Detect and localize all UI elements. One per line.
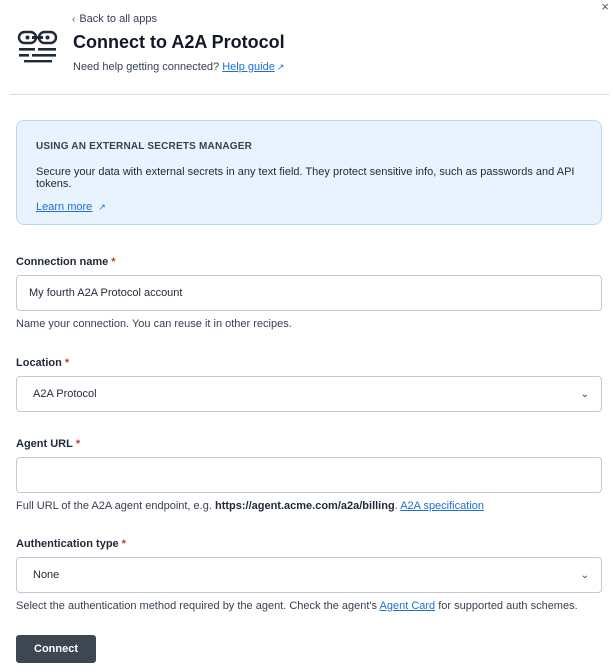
close-icon[interactable]: × <box>601 0 609 14</box>
info-title: USING AN EXTERNAL SECRETS MANAGER <box>36 141 253 152</box>
external-link-icon: ↗ <box>276 62 285 72</box>
connect-button[interactable]: Connect <box>16 635 96 663</box>
connection-name-hint: Name your connection. You can reuse it in other recipes. <box>16 318 292 330</box>
chevron-down-icon: ⌄ <box>580 569 589 581</box>
auth-type-field <box>16 538 602 612</box>
agent-url-input[interactable] <box>16 457 602 493</box>
agent-url-field <box>16 438 602 512</box>
help-text <box>73 61 284 73</box>
location-field <box>16 357 602 412</box>
secrets-info-box <box>16 120 602 225</box>
chevron-left-icon: ‹ <box>72 13 76 25</box>
help-guide-link[interactable]: Help guide <box>222 61 275 73</box>
connection-name-input[interactable]: My fourth A2A Protocol account <box>16 275 602 311</box>
required-marker: * <box>64 357 70 369</box>
back-link-label: Back to all apps <box>79 13 157 25</box>
connection-name-field <box>16 256 602 330</box>
learn-more-link[interactable]: Learn more <box>36 201 93 213</box>
auth-type-select[interactable]: None ⌄ <box>16 557 602 593</box>
chevron-down-icon: ⌄ <box>580 388 589 400</box>
info-text: Secure your data with external secrets in any text field. They protect sensitive info, such as passwords and API tokens. <box>36 166 575 190</box>
a2a-spec-link[interactable]: A2A specification <box>400 500 484 512</box>
agent-url-label: Agent URL * <box>16 438 81 450</box>
external-link-icon: ↗ <box>98 202 106 212</box>
agent-url-example: https://agent.acme.com/a2a/billing <box>214 500 395 512</box>
header-divider <box>10 94 609 95</box>
app-logo-icon <box>16 26 60 66</box>
connection-name-label: Connection name * <box>16 256 116 268</box>
page-header <box>16 12 606 82</box>
agent-url-hint: Full URL of the A2A agent endpoint, e.g. https://agent.acme.com/a2a/billing. A2A specification <box>16 500 484 512</box>
location-label: Location * <box>16 357 70 369</box>
help-prefix: Need help getting connected? <box>73 61 220 73</box>
page-title: Connect to A2A Protocol <box>73 32 285 52</box>
required-marker: * <box>75 438 81 450</box>
back-link[interactable] <box>72 13 157 25</box>
auth-type-hint: Select the authentication method required by the agent. Check the agent's Agent Card for supported auth schemes. <box>16 600 578 612</box>
auth-type-label: Authentication type * <box>16 538 126 550</box>
required-marker: * <box>111 256 116 268</box>
agent-card-link[interactable]: Agent Card <box>379 600 436 612</box>
location-select[interactable]: A2A Protocol ⌄ <box>16 376 602 412</box>
required-marker: * <box>121 538 126 550</box>
